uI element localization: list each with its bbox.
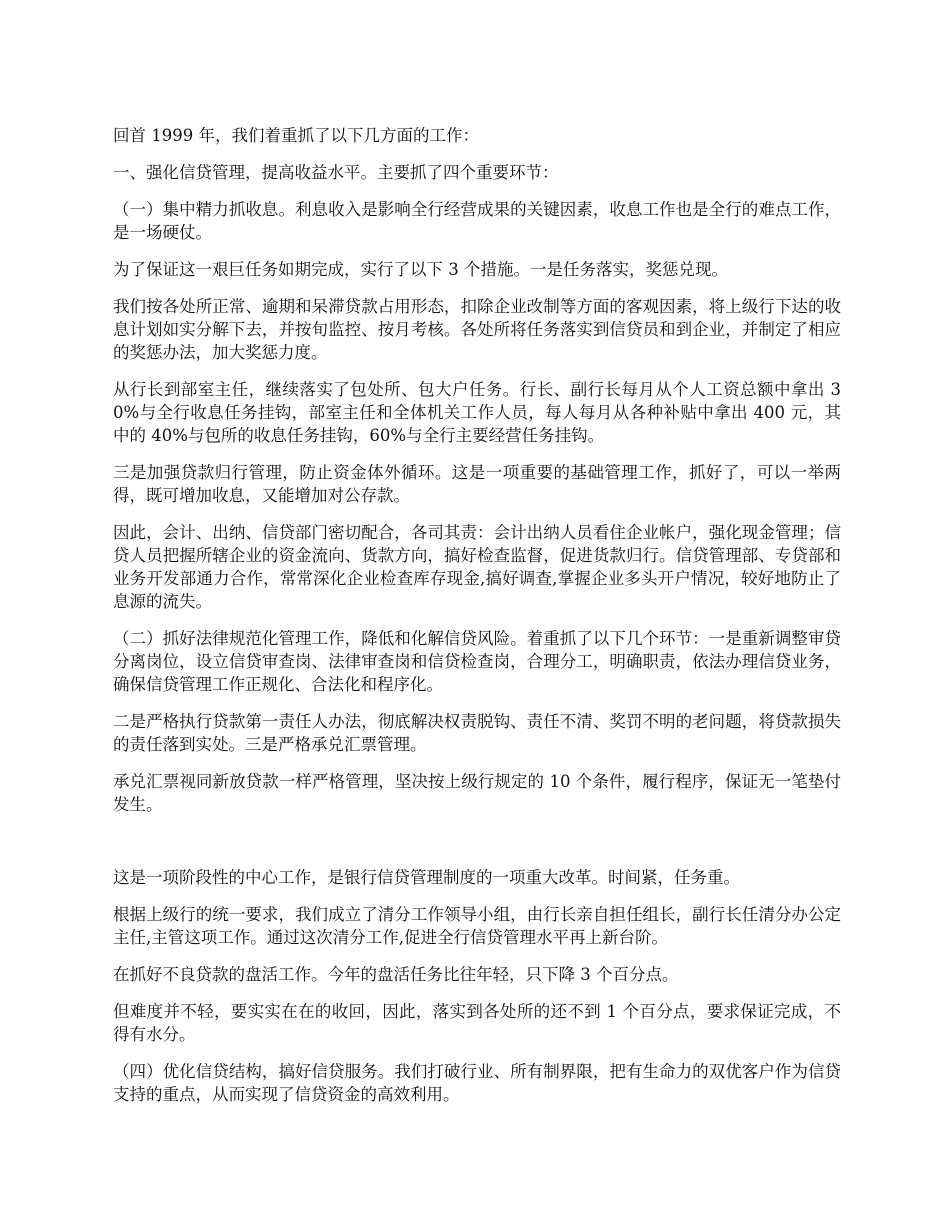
paragraph-14: 在抓好不良贷款的盘活工作。今年的盘活任务比往年轻，只下降 3 个百分点。 — [113, 965, 679, 984]
paragraph-1: 回首 1999 年，我们着重抓了以下几方面的工作： — [113, 126, 479, 145]
paragraph-11: 承兑汇票视同新放贷款一样严格管理，坚决按上级行规定的 10 个条件，履行程序，保证无一笔垫付发生。 — [113, 772, 841, 814]
paragraph-15: 但难度并不轻，要实实在在的收回，因此，落实到各处所的还不到 1 个百分点，要求保证完成，不得有水分。 — [113, 1002, 841, 1044]
paragraph-7: 三是加强贷款归行管理，防止资金体外循环。这是一项重要的基础管理工作，抓好了，可以一举两得，既可增加收息，又能增加对公存款。 — [113, 463, 841, 505]
paragraph-12: 这是一项阶段性的中心工作，是银行信贷管理制度的一项重大改革。时间紧，任务重。 — [113, 868, 740, 887]
paragraph-10: 二是严格执行贷款第一责任人办法，彻底解决权责脱钩、责任不清、奖罚不明的老问题，将贷款损失的责任落到实处。三是严格承兑汇票管理。 — [113, 712, 841, 754]
paragraph-9: （二）抓好法律规范化管理工作，降低和化解信贷风险。着重抓了以下几个环节：一是重新调整审贷分离岗位，设立信贷审查岗、法律审查岗和信贷检查岗，合理分工，明确职责，依法办理信贷业务，确保信贷管理工作正规化、合法化和程序化。 — [113, 629, 841, 694]
paragraph-13: 根据上级行的统一要求，我们成立了清分工作领导小组，由行长亲自担任组长，副行长任清分办公定主任,主管这项工作。通过这次清分工作,促进全行信贷管理水平再上新台阶。 — [113, 905, 841, 947]
paragraph-4: 为了保证这一艰巨任务如期完成，实行了以下 3 个措施。一是任务落实，奖惩兑现。 — [113, 260, 728, 279]
paragraph-8: 因此，会计、出纳、信贷部门密切配合，各司其责：会计出纳人员看住企业帐户，强化现金管理；信贷人员把握所辖企业的资金流向、货款方向，搞好检查监督，促进货款归行。信贷管理部、专贷部和业务开发部通力合作，常常深化企业检查库存现金,搞好调查,掌握企业多头开户情况，较好地防止了息源的流失。 — [113, 523, 841, 611]
document-body — [113, 124, 841, 1120]
paragraph-3: （一）集中精力抓收息。利息收入是影响全行经营成果的关键因素，收息工作也是全行的难点工作，是一场硬仗。 — [113, 200, 841, 242]
paragraph-2: 一、强化信贷管理，提高收益水平。主要抓了四个重要环节： — [113, 163, 559, 182]
paragraph-16: （四）优化信贷结构，搞好信贷服务。我们打破行业、所有制界限，把有生命力的双优客户作为信贷支持的重点，从而实现了信贷资金的高效利用。 — [113, 1062, 841, 1104]
paragraph-5: 我们按各处所正常、逾期和呆滞贷款占用形态，扣除企业改制等方面的客观因素，将上级行下达的收息计划如实分解下去，并按旬监控、按月考核。各处所将任务落实到信贷员和到企业，并制定了相应的奖惩办法，加大奖惩力度。 — [113, 297, 841, 362]
paragraph-6: 从行长到部室主任，继续落实了包处所、包大户任务。行长、副行长每月从个人工资总额中拿出 30%与全行收息任务挂钩，部室主任和全体机关工作人员，每人每月从各种补贴中拿出 400 元，其中的 40%与包所的收息任务挂钩，60%与全行主要经营任务挂钩。 — [113, 380, 841, 445]
